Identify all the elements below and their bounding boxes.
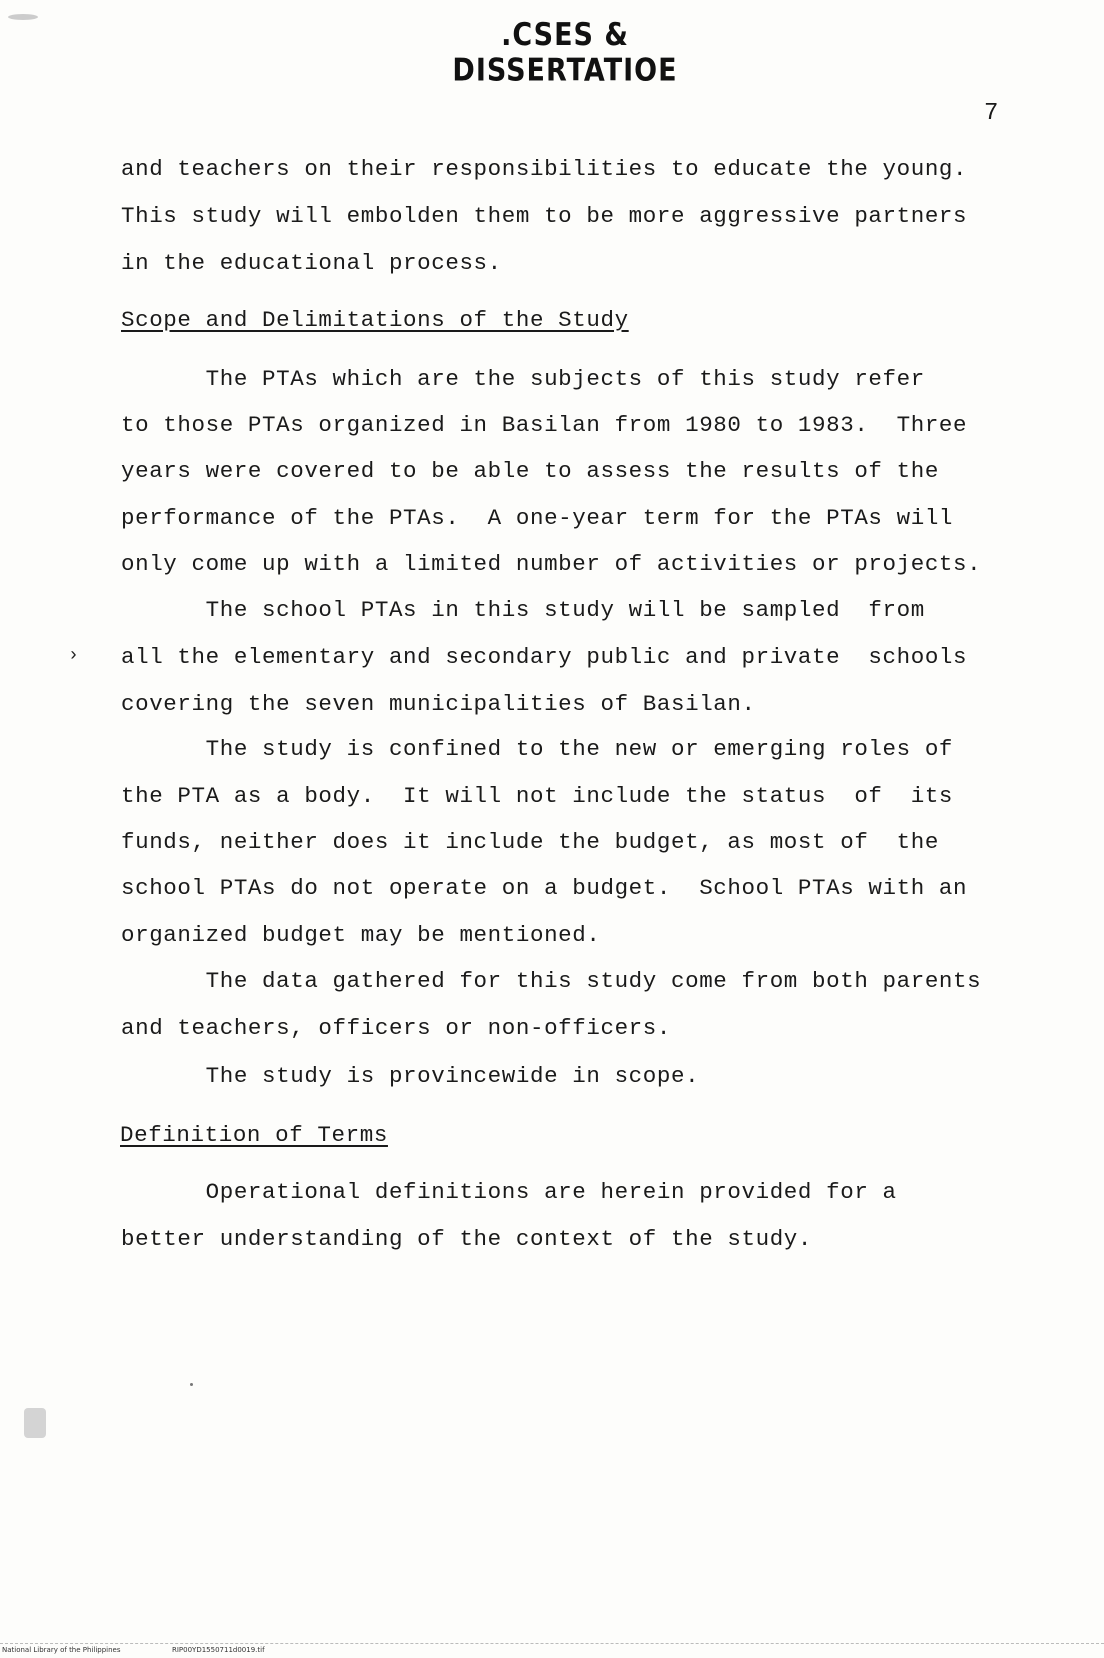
theses-dissertation-stamp: .CSES & DISSERTATIOE <box>452 17 678 89</box>
footer-rule <box>0 1643 1104 1644</box>
text-line: and teachers, officers or non-officers. <box>121 1015 671 1041</box>
text-line: The school PTAs in this study will be sampled from <box>121 597 925 623</box>
text-line: organized budget may be mentioned. <box>121 922 601 948</box>
text-line: school PTAs do not operate on a budget. School PTAs with an <box>121 875 968 901</box>
text-line: This study will embolden them to be more aggressive partners <box>121 203 968 229</box>
text-line: better understanding of the context of the study. <box>121 1226 813 1252</box>
text-line: all the elementary and secondary public and private schools <box>121 644 968 670</box>
text-line: and teachers on their responsibilities to educate the young. <box>121 156 968 182</box>
text-line: only come up with a limited number of activities or projects. <box>121 551 982 577</box>
text-line: Operational definitions are herein provided for a <box>121 1179 897 1205</box>
text-line: The data gathered for this study come from both parents <box>121 968 982 994</box>
text-line: performance of the PTAs. A one-year term for the PTAs will <box>121 505 954 531</box>
page-number: 7 <box>984 100 999 127</box>
text-line: funds, neither does it include the budget, as most of the <box>121 829 939 855</box>
scan-speck <box>24 1408 46 1438</box>
text-line: in the educational process. <box>121 250 502 276</box>
scan-speck <box>8 14 38 20</box>
text-line: The PTAs which are the subjects of this study refer <box>121 366 925 392</box>
margin-mark-icon: › <box>68 646 79 666</box>
text-line: years were covered to be able to assess the results of the <box>121 458 939 484</box>
text-line: covering the seven municipalities of Basilan. <box>121 691 756 717</box>
text-line: The study is provincewide in scope. <box>121 1063 700 1089</box>
text-line: the PTA as a body. It will not include the status of its <box>121 783 954 809</box>
section-heading-scope: Scope and Delimitations of the Study <box>121 307 629 333</box>
text-line: to those PTAs organized in Basilan from 1980 to 1983. Three <box>121 412 968 438</box>
scan-speck <box>190 1383 193 1386</box>
text-line: The study is confined to the new or emerging roles of <box>121 736 954 762</box>
footer-file: RIP00YD1550711d0019.tif <box>172 1646 265 1654</box>
scan-footer <box>0 1636 1104 1658</box>
section-heading-definition: Definition of Terms <box>120 1122 388 1148</box>
footer-library: National Library of the Philippines <box>2 1646 121 1654</box>
